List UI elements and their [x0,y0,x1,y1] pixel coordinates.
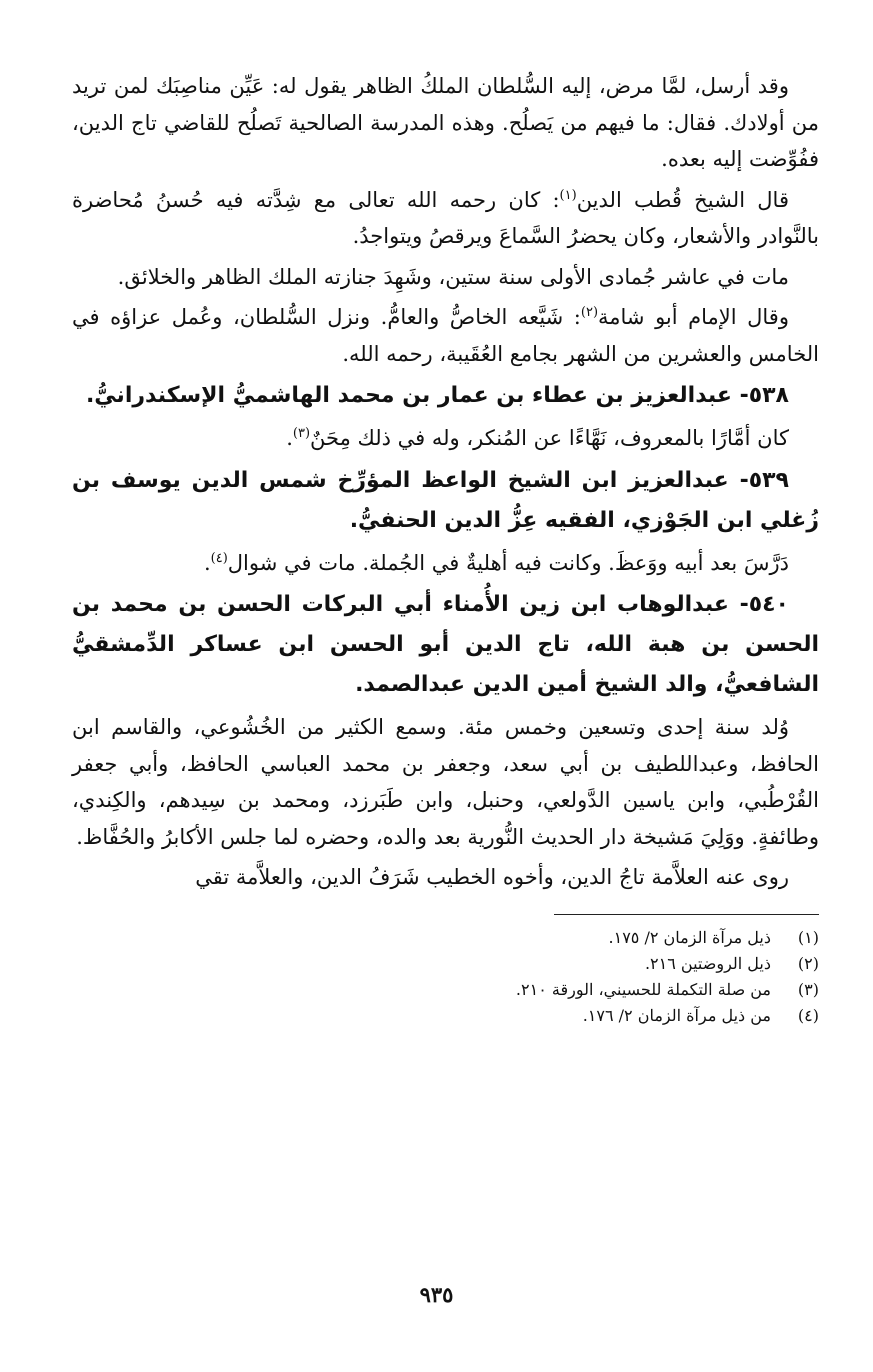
footnote-divider [554,914,819,915]
main-text [72,68,819,896]
footnote-1: (١) ذيل مرآة الزمان ٢/ ١٧٥. [608,927,819,947]
paragraph-1: وقد أرسل، لمَّا مرض، إليه السُّلطان الملكُ الظاهر يقول له: عَيِّن مناصِبَك لمن تريد من أولادك. فقال: ما فيهم من يَصلُح. وهذه المدرسة الصالحية تَصلُح للقاضي تاج الدين، ففُوِّضت إليه بعده. [72,74,819,171]
footnote-ref-4[interactable]: (٤) [210,550,228,566]
footnote-2: (٢) ذيل الروضتين ٢١٦. [644,953,819,973]
footnote-ref-3[interactable]: (٣) [292,426,311,441]
paragraph-539: دَرَّسَ بعد أبيه ووَعظَ. وكانت فيه أهليةٌ في الجُملة. مات في شوال$^{(٤)}$. [203,550,789,575]
footnote-4: (٤) من ذيل مرآة الزمان ٢/ ١٧٦. [582,1005,819,1025]
paragraph-540-b: روى عنه العلاَّمة تاجُ الدين، وأخوه الخطيب شَرَفُ الدين، والعلاَّمة تقي [195,865,789,889]
footnotes [72,925,819,1029]
page-number: ٩٣٥ [419,1282,454,1307]
entry-heading-538: ٥٣٨- عبدالعزيز بن عطاء بن عمار بن محمد الهاشميُّ الإسكندرانيُّ. [85,383,789,408]
paragraph-540-a: وُلد سنة إحدى وتسعين وخمس مئة. وسمع الكثير من الخُشُوعي، والقاسم ابن الحافظ، وعبداللطيف بن أبي سعد، وجعفر بن محمد العباسي الحافظ، وأبي جعفر القُرْطُبي، وابن ياسين الدَّولعي، وحنبل، وابن طَبَرزد، ومحمد بن سِيدهم، والكِندي، وطائفةٍ. ووَلِيَ مَشيخة دار الحديث النُّورية بعد والده، وحضره لما جلس الأكابرُ والحُفَّاظ. [72,715,819,849]
entry-heading-539: ٥٣٩- عبدالعزيز ابن الشيخ الواعظ المؤرِّخ شمس الدين يوسف بن زُغلي ابن الجَوْزي، الفقيه عِزُّ الدين الحنفيُّ. [72,467,819,533]
paragraph-538: كان أمَّارًا بالمعروف، نَهَّاءًا عن المُنكر، وله في ذلك مِحَنٌ$^{(٣)}$. [286,426,789,450]
footnote-ref-1[interactable]: (١) [559,187,577,203]
paragraph-3: مات في عاشر جُمادى الأولى سنة ستين، وشَهِدَ جنازته الملك الظاهر والخلائق. [117,264,789,289]
footnote-3: (٣) من صلة التكملة للحسيني، الورقة ٢١٠. [515,979,819,999]
entry-heading-540: ٥٤٠- عبدالوهاب ابن زين الأُمناء أبي البركات الحسن بن محمد بن الحسن بن هبة الله، تاج الدين أبو الحسن ابن عساكر الدِّمشقيُّ الشافعيُّ، والد الشيخ أمين الدين عبدالصمد. [72,592,819,697]
footnote-ref-2[interactable]: (٢) [580,305,599,320]
paragraph-2: قال الشيخ قُطب الدين$^{(١)}$: كان رحمه الله تعالى مع شِدَّته فيه حُسنُ مُحاضرة بالنَّوادر والأشعار، وكان يحضرُ السَّماعَ ويرقصُ ويتواجدُ. [72,187,819,248]
paragraph-4: وقال الإمام أبو شامة$^{(٢)}$: شَيَّعه الخاصُّ والعامُّ. ونزل السُّلطان، وعُمل عزاؤه في الخامس والعشرين من الشهر بجامع العُقَيبة، رحمه الله. [72,305,819,366]
